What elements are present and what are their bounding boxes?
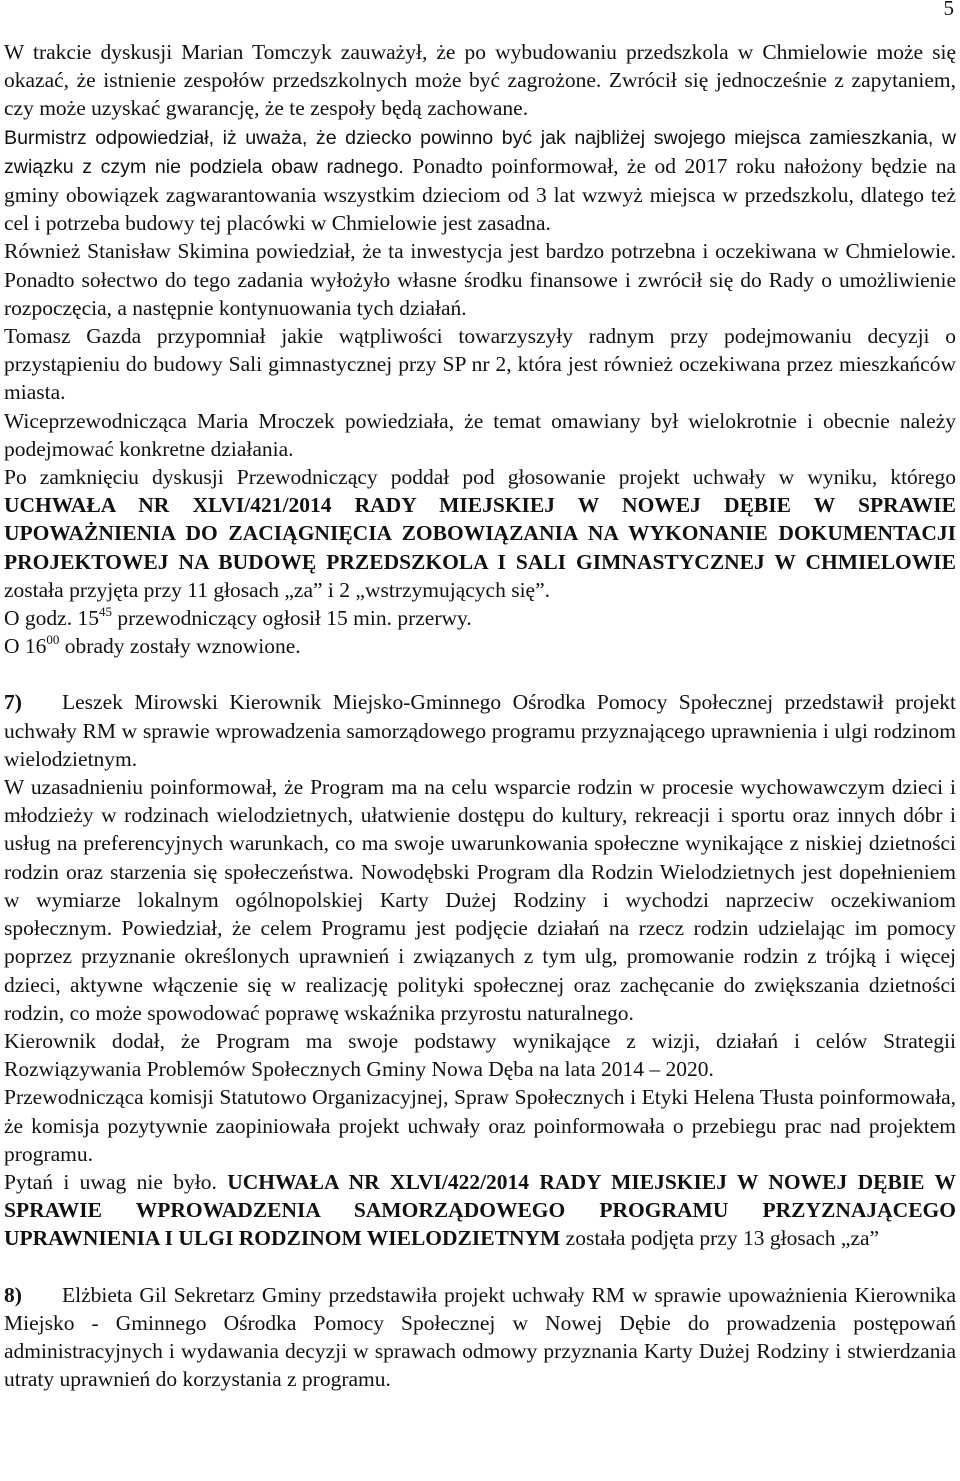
paragraph-strategy: Kierownik dodał, że Program ma swoje podstawy wynikające z wizji, działań i celów Strategii Rozwiązywania Problemów Społecznych Gminy Nowa Dęba na lata 2014 – 2020. [4, 1028, 956, 1082]
section-7-number: 7) [4, 690, 22, 715]
time-resume [4, 632, 956, 660]
document-body [4, 38, 956, 1393]
paragraph-committee-opinion: Przewodnicząca komisji Statutowo Organizacyjnej, Spraw Społecznych i Etyki Helena Tłusta poinformowała, że komisja pozytywnie zaopiniowała projekt uchwały oraz poinformowała o przebiegu prac nad projektem programu. [4, 1085, 956, 1166]
time-break-pre: O godz. 15 [4, 606, 99, 631]
resolution-422-title: UCHWAŁA NR XLVI/422/2014 RADY MIEJSKIEJ W NOWEJ DĘBIE W SPRAWIE WPROWADZENIA SAMORZĄDOWEGO PROGRAMU PRZYZNAJĄCEGO UPRAWNIENIA I ULGI RODZINOM WIELODZIETNYM [4, 1169, 956, 1251]
paragraph-resolution-421 [4, 463, 956, 604]
paragraph-program-justification: W uzasadnieniu poinformował, że Program ma na celu wsparcie rodzin w procesie wychowawczym dzieci i młodzieży w rodzinach wielodzietnych, ułatwienie dostępu do kultury, rekreacji i sportu oraz innych dóbr i usług na preferencyjnych warunkach, co ma swoje uwarunkowania społeczne wynikające z niskiej dzietności rodzin oraz starzenia się społeczeństwa. Nowodębski Program dla Rodzin Wielodzietnych jest dopełnieniem w wymiarze lokalnym ogólnopolskiej Karty Dużej Rodziny i wychodzi naprzeciw oczekiwaniom społecznym. Powiedział, że celem Programu jest podjęcie działań na rzecz rodzin udzielając im pomocy poprzez przyznanie określonych uprawnień i związanych z tym ulg, promowanie rodzin z trójką i więcej dzieci, aktywne włączenie się w realizację polityki społecznej oraz zachęcanie do zwiększania dzietności rodzin, co może spowodować poprawę wskaźnika przyrostu naturalnego. [4, 775, 956, 1025]
page-number: 5 [943, 0, 954, 20]
time-resume-minutes: 00 [46, 632, 60, 648]
resolution-422-intro: Pytań i uwag nie było. [4, 1169, 228, 1194]
section-8-number: 8) [4, 1282, 22, 1307]
paragraph-discussion-tomczyk: W trakcie dyskusji Marian Tomczyk zauważył, że po wybudowaniu przedszkola w Chmielowie może się okazać, że istnienie zespołów przedszkolnych może być zagrożone. Zwrócił się jednocześnie z zapytaniem, czy może uzyskać gwarancję, że te zespoły będą zachowane. [4, 40, 956, 121]
section-8 [4, 1281, 956, 1394]
section-8-text: Elżbieta Gil Sekretarz Gminy przedstawiła projekt uchwały RM w sprawie upoważnienia Kierownika Miejsko - Gminnego Ośrodka Pomocy Społecznej w Nowej Dębie do prowadzenia postępowań administracyjnych i wydawania decyzji w sprawach odmowy przyznania Karty Dużej Rodziny i stwierdzania utraty uprawnień do korzystania z programu. [4, 1282, 956, 1392]
paragraph-skimina: Również Stanisław Skimina powiedział, że ta inwestycja jest bardzo potrzebna i oczekiwana w Chmielowie. Ponadto sołectwo do tego zadania wyłożyło własne środku finansowe i zwrócił się do Rady o umożliwienie rozpoczęcia, a następnie kontynuowania tych działań. [4, 239, 956, 320]
mayor-info-text: Ponadto poinformował, że od 2017 roku nałożony będzie na gminy obowiązek zagwarantowania wszystkim dzieciom od 3 lat wzwyż miejsca w przedszkolu, dlatego też cel i potrzeba budowy tej placówki w Chmielowie jest zasadna. [4, 153, 956, 236]
resolution-421-title: UCHWAŁA NR XLVI/421/2014 RADY MIEJSKIEJ W NOWEJ DĘBIE W SPRAWIE UPOWAŻNIENIA DO ZACIĄGNIĘCIA ZOBOWIĄZANIA NA WYKONANIE DOKUMENTACJI PROJEKTOWEJ NA BUDOWĘ PRZEDSZKOLA I SALI GIMNASTYCZNEJ W CHMIELOWIE [4, 493, 956, 574]
time-break [4, 604, 956, 632]
paragraph-gazda: Tomasz Gazda przypomniał jakie wątpliwości towarzyszyły radnym przy podejmowaniu decyzji o przystąpieniu do budowy Sali gimnastycznej przy SP nr 2, która jest również oczekiwana przez mieszkańców miasta. [4, 324, 956, 405]
mayor-reply-text: Burmistrz odpowiedział, iż uważa, że dziecko powinno być jak najbliżej swojego miejsca zamieszkania, w związku z czym nie podziela obaw radnego. [4, 126, 956, 178]
time-break-post: przewodniczący ogłosił 15 min. przerwy. [111, 606, 472, 631]
resolution-421-vote: została przyjęta przy 11 głosach „za” i 2 „wstrzymujących się”. [4, 577, 551, 602]
resolution-422-vote: została podjęta przy 13 głosach „za” [560, 1226, 880, 1251]
resolution-421-intro: Po zamknięciu dyskusji Przewodniczący poddał pod głosowanie projekt uchwały w wyniku, którego [4, 465, 956, 490]
time-break-minutes: 45 [98, 604, 112, 620]
spacer [4, 660, 956, 688]
paragraph-resolution-422 [4, 1168, 956, 1253]
spacer [4, 1253, 956, 1281]
paragraph-mayor-reply [4, 123, 956, 238]
time-resume-pre: O 16 [4, 634, 47, 659]
time-resume-post: obrady zostały wznowione. [59, 634, 301, 659]
paragraph-mroczek: Wiceprzewodnicząca Maria Mroczek powiedziała, że temat omawiany był wielokrotnie i obecnie należy podejmować konkretne działania. [4, 408, 956, 461]
section-7-text: Leszek Mirowski Kierownik Miejsko-Gminnego Ośrodka Pomocy Społecznej przedstawił projekt uchwały RM w sprawie wprowadzenia samorządowego programu przyznającego uprawnienia i ulgi rodzinom wielodzietnym. [4, 690, 956, 771]
section-7 [4, 688, 956, 773]
